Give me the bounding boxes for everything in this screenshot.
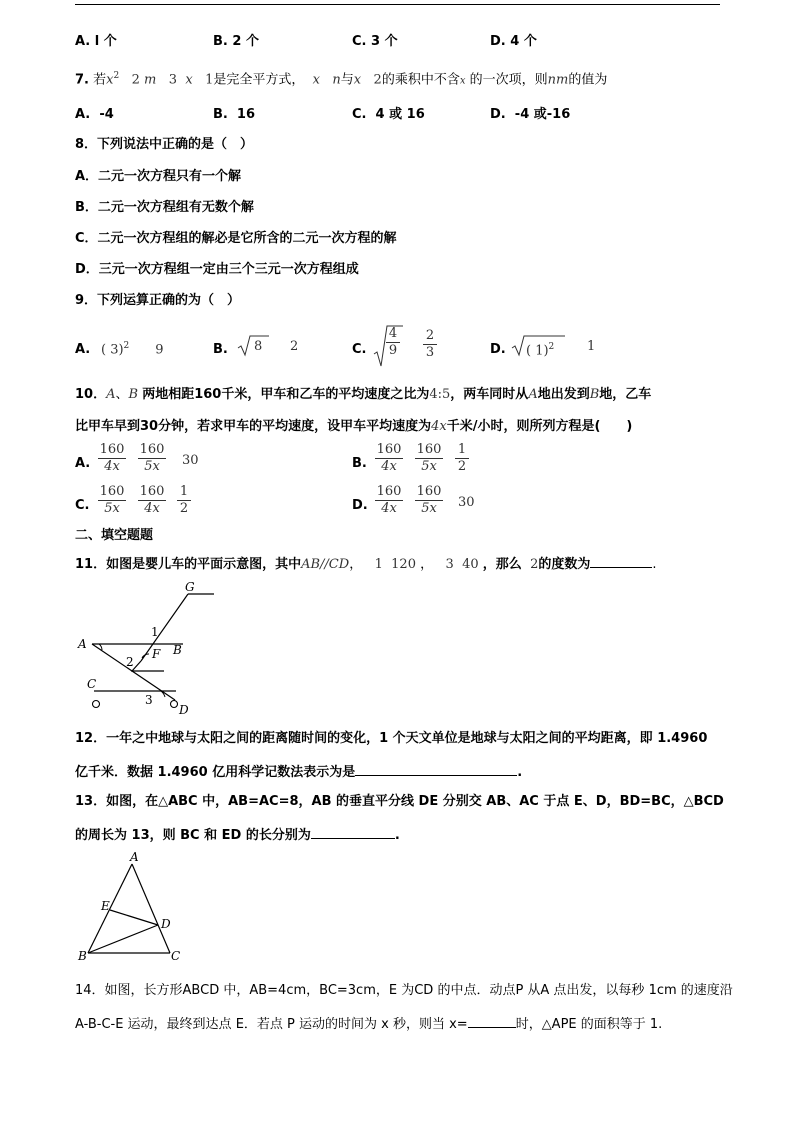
tri-label-A: A [130, 850, 139, 864]
tri-label-E: E [101, 899, 110, 913]
answer-blank-11[interactable] [590, 553, 652, 568]
q9-option-b-radicand: 8 [254, 339, 263, 354]
q11-stroller-diagram [75, 578, 225, 720]
q10-d-frac2: $\frac{160}{5x}$ [416, 484, 442, 516]
label-D: D [179, 703, 189, 717]
q10-option-a-label: A. [75, 456, 91, 471]
question-8-stem: 8．下列说法中正确的是（ ） [75, 137, 254, 152]
question-7: 7. 若$x^2$ 2 m 3 x 1是完全平方式， x n与x 2的乘积中不含x 的一次项，则nm的值为 [75, 71, 608, 88]
q6-option-b: B. 2 个 [213, 34, 259, 49]
question-12-line1: 12．一年之中地球与太阳之间的距离随时间的变化，1 个天文单位是地球与太阳之间的平均距离，即 1.4960 [75, 731, 708, 746]
label-G: G [185, 580, 195, 594]
label-angle-1: 1 [151, 625, 159, 639]
q10-c-frac2: $\frac{160}{4x}$ [139, 484, 165, 516]
label-B: B [173, 643, 182, 657]
q10-c-frac1: $\frac{160}{5x}$ [99, 484, 125, 516]
q9-option-b-radical [236, 334, 270, 358]
q9-option-c-fraction: $\frac{2}{3}$ [423, 328, 437, 361]
q9-option-a-expr: ( 3)$^2$ 9 [101, 341, 164, 358]
q7-option-c: C. 4 或 16 [352, 107, 425, 122]
q6-option-a: A. l 个 [75, 34, 117, 49]
tri-label-C: C [171, 949, 181, 963]
section-title: 二、填空题题 [75, 528, 154, 543]
q10-option-b-label: B. [352, 456, 367, 471]
q10-a-frac1: $\frac{160}{4x}$ [99, 442, 125, 474]
q10-b-rhs: $\frac{1}{2}$ [455, 442, 469, 475]
question-14-line1: 14．如图，长方形ABCD 中，AB=4cm，BC=3cm，E 为CD 的中点．动点P 从A 点出发，以每秒 1cm 的速度沿 [75, 983, 733, 998]
q6-option-d: D. 4 个 [490, 34, 537, 49]
q10-d-rhs: 30 [458, 495, 475, 510]
question-9-stem: 9．下列运算正确的为（ ） [75, 293, 241, 308]
q9-option-d-value: 1 [587, 339, 596, 354]
q9-option-b-label: B. [213, 342, 228, 357]
label-angle-3: 3 [145, 693, 153, 707]
answer-blank-13[interactable] [311, 824, 395, 839]
question-13-line1: 13．如图，在△ABC 中，AB=AC=8，AB 的垂直平分线 DE 分别交 AB、AC 于点 E、D，BD=BC，△BCD [75, 794, 724, 809]
q8-option-d: D．三元一次方程组一定由三个三元一次方程组成 [75, 262, 359, 277]
q9-option-c-label: C. [352, 342, 367, 357]
tri-label-D: D [161, 917, 171, 931]
q9-option-d-label: D. [490, 342, 506, 357]
q10-option-c-label: C. [75, 498, 90, 513]
label-F: F [152, 647, 161, 661]
question-10-line2: 比甲车早到30分钟，若求甲车的平均速度，设甲车平均速度为4x千米/小时，则所列方程是( ) [75, 419, 633, 434]
tri-label-B: B [78, 949, 87, 963]
label-C: C [87, 677, 97, 691]
q10-a-frac2: $\frac{160}{5x}$ [139, 442, 165, 474]
q8-option-b: B．二元一次方程组有无数个解 [75, 200, 254, 215]
q10-b-frac1: $\frac{160}{4x}$ [376, 442, 402, 474]
q9-option-b-value: 2 [290, 339, 299, 354]
q10-c-rhs: $\frac{1}{2}$ [177, 484, 191, 517]
q10-a-rhs: 30 [182, 453, 199, 468]
q9-option-a-label: A. [75, 342, 91, 357]
q8-option-a: A．二元一次方程只有一个解 [75, 169, 242, 184]
q10-option-d-label: D. [352, 498, 368, 513]
q10-d-frac1: $\frac{160}{4x}$ [376, 484, 402, 516]
question-12-line2: 亿千米．数据 1.4960 亿用科学记数法表示为是 . [75, 761, 522, 782]
q9-option-c-radicand: $\frac{4}{9}$ [386, 326, 400, 359]
q9-option-d-radicand: ( 1)$^2$ [526, 342, 555, 359]
question-14-line2: A-B-C-E 运动，最终到达点 E．若点 P 运动的时间为 x 秒，则当 x= 时，△APE 的面积等于 1. [75, 1013, 662, 1034]
question-10-line1: 10．A、B 两地相距160千米，甲车和乙车的平均速度之比为4:5，两车同时从A地出发到B地，乙车 [75, 387, 652, 402]
q6-option-c: C. 3 个 [352, 34, 398, 49]
question-13-line2: 的周长为 13，则 BC 和 ED 的长分别为 . [75, 824, 400, 845]
answer-blank-14[interactable] [468, 1013, 516, 1028]
label-A: A [78, 637, 87, 651]
q7-option-a: A. -4 [75, 107, 114, 122]
q10-b-frac2: $\frac{160}{5x}$ [416, 442, 442, 474]
label-angle-2: 2 [126, 655, 134, 669]
q13-triangle-diagram [75, 850, 185, 965]
q7-option-b: B. 16 [213, 107, 256, 122]
q8-option-c: C．二元一次方程组的解必是它所含的二元一次方程的解 [75, 231, 397, 246]
question-11: 11．如图是婴儿车的平面示意图，其中AB//CD， 1 120 ， 3 40 ，那么 2的度数为 . [75, 553, 657, 574]
answer-blank-12[interactable] [355, 761, 517, 776]
header-rule [75, 4, 720, 5]
q7-option-d: D. -4 或-16 [490, 107, 571, 122]
